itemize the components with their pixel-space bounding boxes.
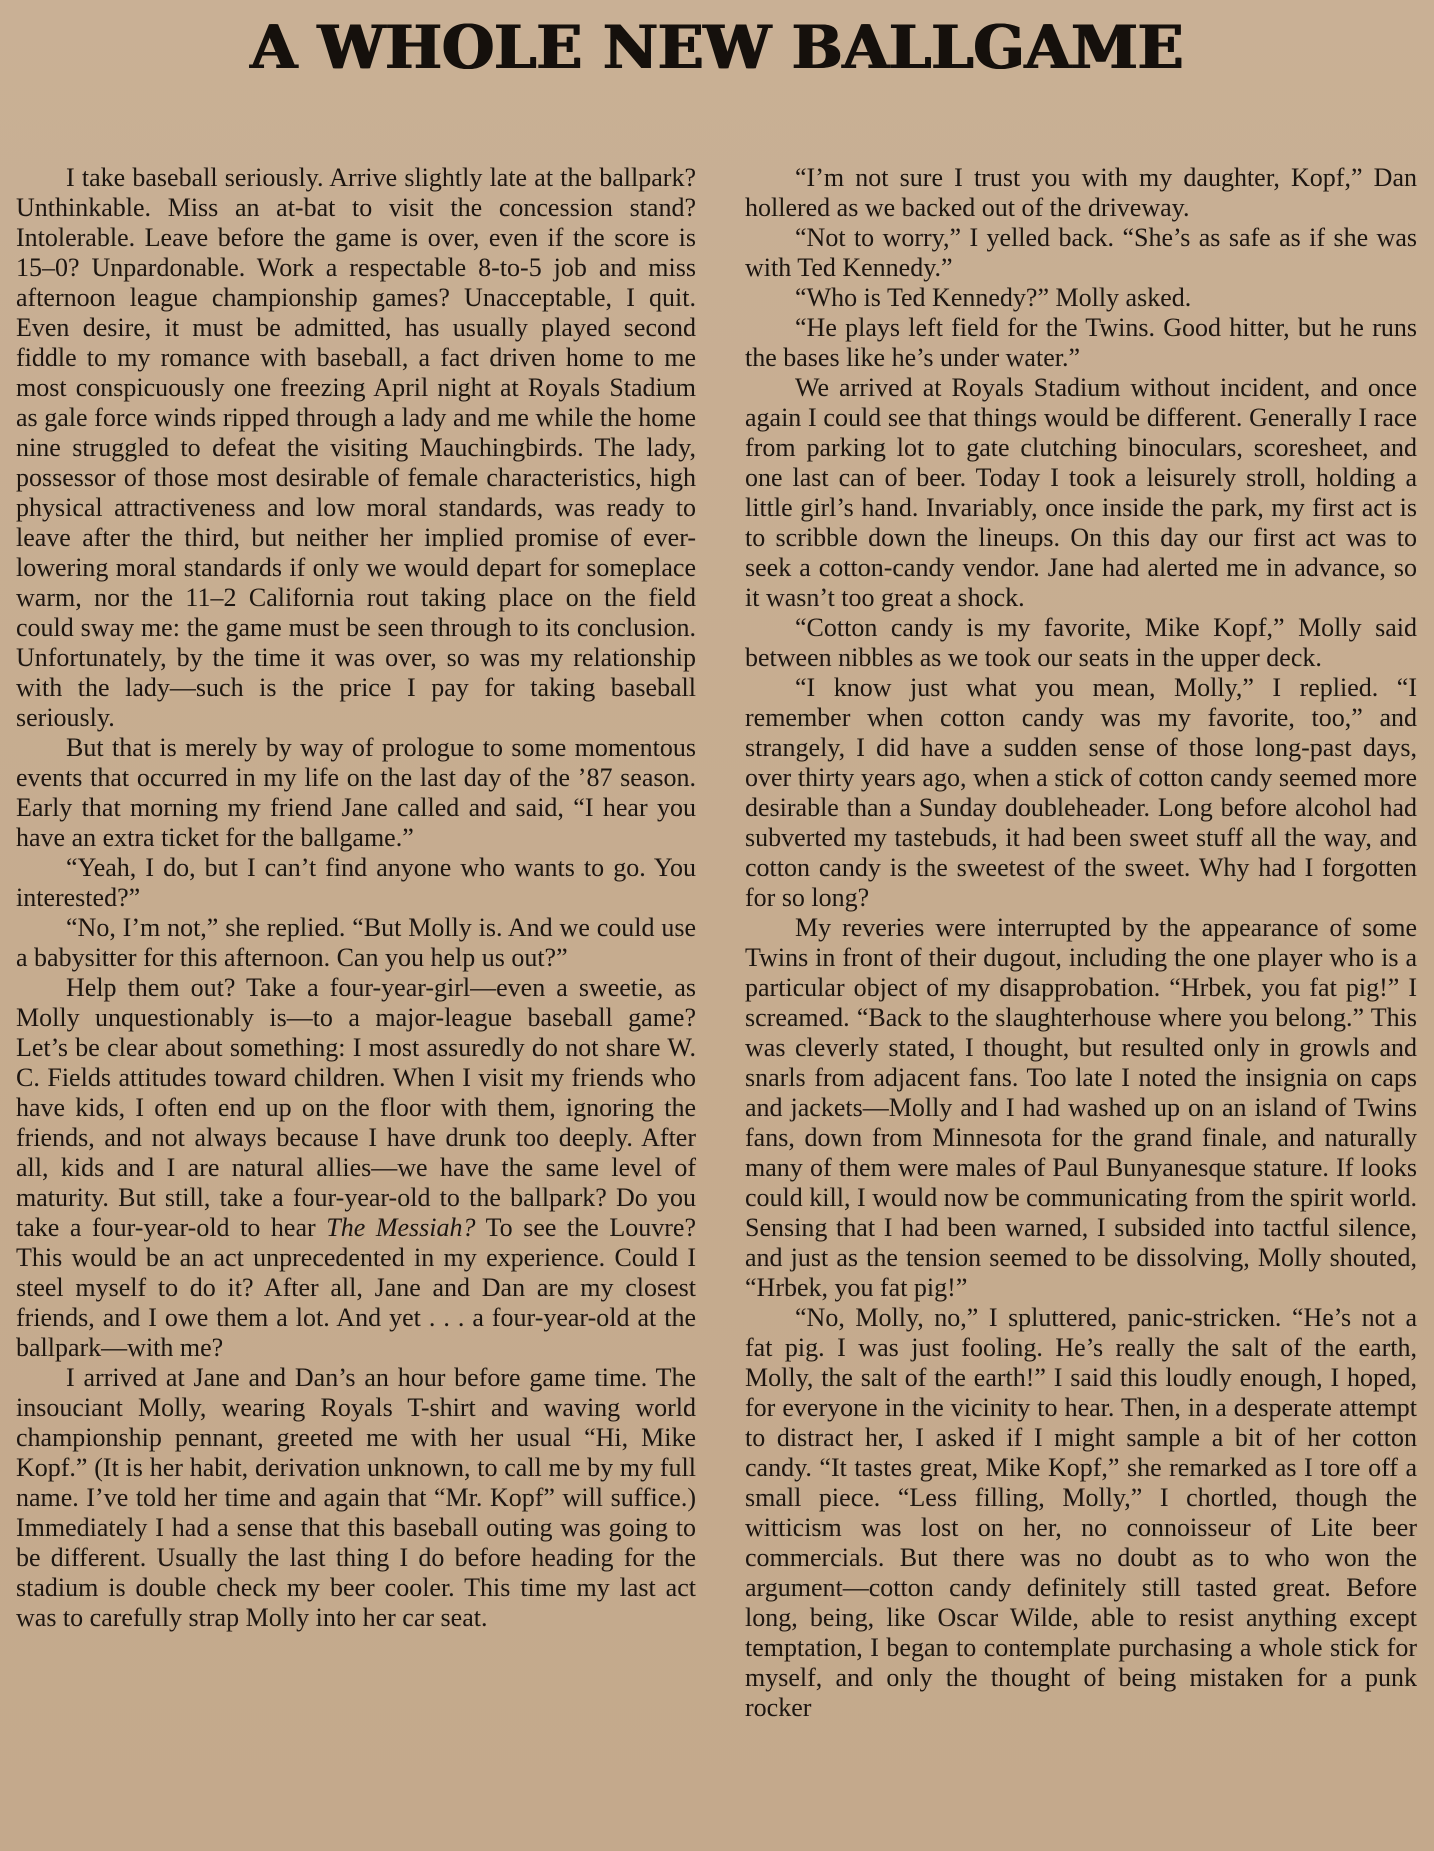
paragraph: “Not to worry,” I yelled back. “She’s as safe as if she was with Ted Kennedy.” (745, 223, 1417, 282)
italic-title: The Messiah? (326, 1213, 476, 1242)
paragraph: I take baseball seriously. Arrive slightly late at the ballpark? Unthinkable. Miss an at-bat to visit the concession stand? Intolerable. Leave before the game is over, even if the score is 15–0? Unpardonable. Work a respectable 8-to-5 job and miss afternoon league championship games? Unacceptable, I quit. Even desire, it must be admitted, has usually played second fiddle to my romance with baseball, a fact driven home to me most conspicuously one freezing April night at Royals Stadium as gale force winds ripped through a lady and me while the home nine struggled to defeat the visiting Mauchingbirds. The lady, possessor of those most desirable of female characteristics, high physical attractiveness and low moral standards, was ready to leave after the third, but neither her implied promise of ever-lowering moral standards if only we would depart for someplace warm, nor the 11–2 California rout taking place on the field could sway me: the game must be seen through to its conclusion. Unfortunately, by the time it was over, so was my relationship with the lady—such is the price I pay for taking baseball seriously. (16, 163, 696, 732)
paragraph: “Who is Ted Kennedy?” Molly asked. (795, 283, 1192, 312)
paragraph: My reveries were interrupted by the appearance of some Twins in front of their dugout, including the one player who is a particular object of my disapprobation. “Hrbek, you fat pig!” I screamed. “Back to the slaughterhouse where you belong.” This was cleverly stated, I thought, but resulted only in growls and snarls from adjacent fans. Too late I noted the insignia on caps and jackets—Molly and I had washed up on an island of Twins fans, down from Minnesota for the grand finale, and naturally many of them were males of Paul Bunyanesque stature. If looks could kill, I would now be communicating from the spirit world. Sensing that I had been warned, I subsided into tactful silence, and just as the tension seemed to be dissolving, Molly shouted, “Hrbek, you fat pig!” (745, 913, 1417, 1302)
paragraph: “Cotton candy is my favorite, Mike Kopf,” Molly said between nibbles as we took our seats in the upper deck. (745, 613, 1417, 672)
paragraph: “Yeah, I do, but I can’t find anyone who wants to go. You interested?” (16, 853, 696, 912)
paragraph: “No, Molly, no,” I spluttered, panic-stricken. “He’s not a fat pig. I was just fooling. He’s really the salt of the earth, Molly, the salt of the earth!” I said this loudly enough, I hoped, for everyone in the vicinity to hear. Then, in a desperate attempt to distract her, I asked if I might sample a bit of her cotton candy. “It tastes great, Mike Kopf,” she remarked as I tore off a small piece. “Less filling, Molly,” I chortled, though the witticism was lost on her, no connoisseur of Lite beer commercials. But there was no doubt as to who won the argument—cotton candy definitely still tasted great. Before long, being, like Oscar Wilde, able to resist anything except temptation, I began to contemplate purchasing a whole stick for myself, and only the thought of being mistaken for a punk rocker (745, 1303, 1417, 1722)
paragraph-text: To see the Louvre? This would be an act unprecedented in my experience. Could I steel myself to do it? After all, Jane and Dan are my closest friends, and I owe them a lot. And yet . . . a four-year-old at the ballpark—with me? (16, 1213, 696, 1362)
paragraph: “He plays left field for the Twins. Good hitter, but he runs the bases like he’s under water.” (745, 313, 1417, 372)
paragraph: “No, I’m not,” she replied. “But Molly is. And we could use a babysitter for this afternoon. Can you help us out?” (16, 913, 696, 972)
left-column (16, 163, 696, 1633)
paragraph: I arrived at Jane and Dan’s an hour before game time. The insouciant Molly, wearing Royals T-shirt and waving world championship pennant, greeted me with her usual “Hi, Mike Kopf.” (It is her habit, derivation unknown, to call me by my full name. I’ve told her time and again that “Mr. Kopf” will suffice.) Immediately I had a sense that this baseball outing was going to be different. Usually the last thing I do before heading for the stadium is double check my beer cooler. This time my last act was to carefully strap Molly into her car seat. (16, 1363, 696, 1632)
paragraph: We arrived at Royals Stadium without incident, and once again I could see that things would be different. Generally I race from parking lot to gate clutching binoculars, scoresheet, and one last can of beer. Today I took a leisurely stroll, holding a little girl’s hand. Invariably, once inside the park, my first act is to scribble down the lineups. On this day our first act was to seek a cotton-candy vendor. Jane had alerted me in advance, so it wasn’t too great a shock. (745, 373, 1417, 612)
paragraph-text: Help them out? Take a four-year-girl—even a sweetie, as Molly unquestionably is—to a major-league baseball game? Let’s be clear about something: I most assuredly do not share W. C. Fields attitudes toward children. When I visit my friends who have kids, I often end up on the floor with them, ignoring the friends, and not always because I have drunk too deeply. After all, kids and I are natural allies—we have the same level of maturity. But still, take a four-year-old to the ballpark? Do you take a four-year-old to hear (16, 973, 696, 1242)
paragraph: “I know just what you mean, Molly,” I replied. “I remember when cotton candy was my favorite, too,” and strangely, I did have a sudden sense of those long-past days, over thirty years ago, when a stick of cotton candy seemed more desirable than a Sunday doubleheader. Long before alcohol had subverted my tastebuds, it had been sweet stuff all the way, and cotton candy is the sweetest of the sweet. Why had I forgotten for so long? (745, 673, 1417, 912)
paragraph: But that is merely by way of prologue to some momentous events that occurred in my life on the last day of the ’87 season. Early that morning my friend Jane called and said, “I hear you have an extra ticket for the ballgame.” (16, 733, 696, 852)
right-column (745, 163, 1417, 1723)
paragraph: “I’m not sure I trust you with my daughter, Kopf,” Dan hollered as we backed out of the driveway. (745, 163, 1417, 222)
paragraph (16, 973, 696, 1363)
article-title: A WHOLE NEW BALLGAME (250, 13, 1184, 83)
